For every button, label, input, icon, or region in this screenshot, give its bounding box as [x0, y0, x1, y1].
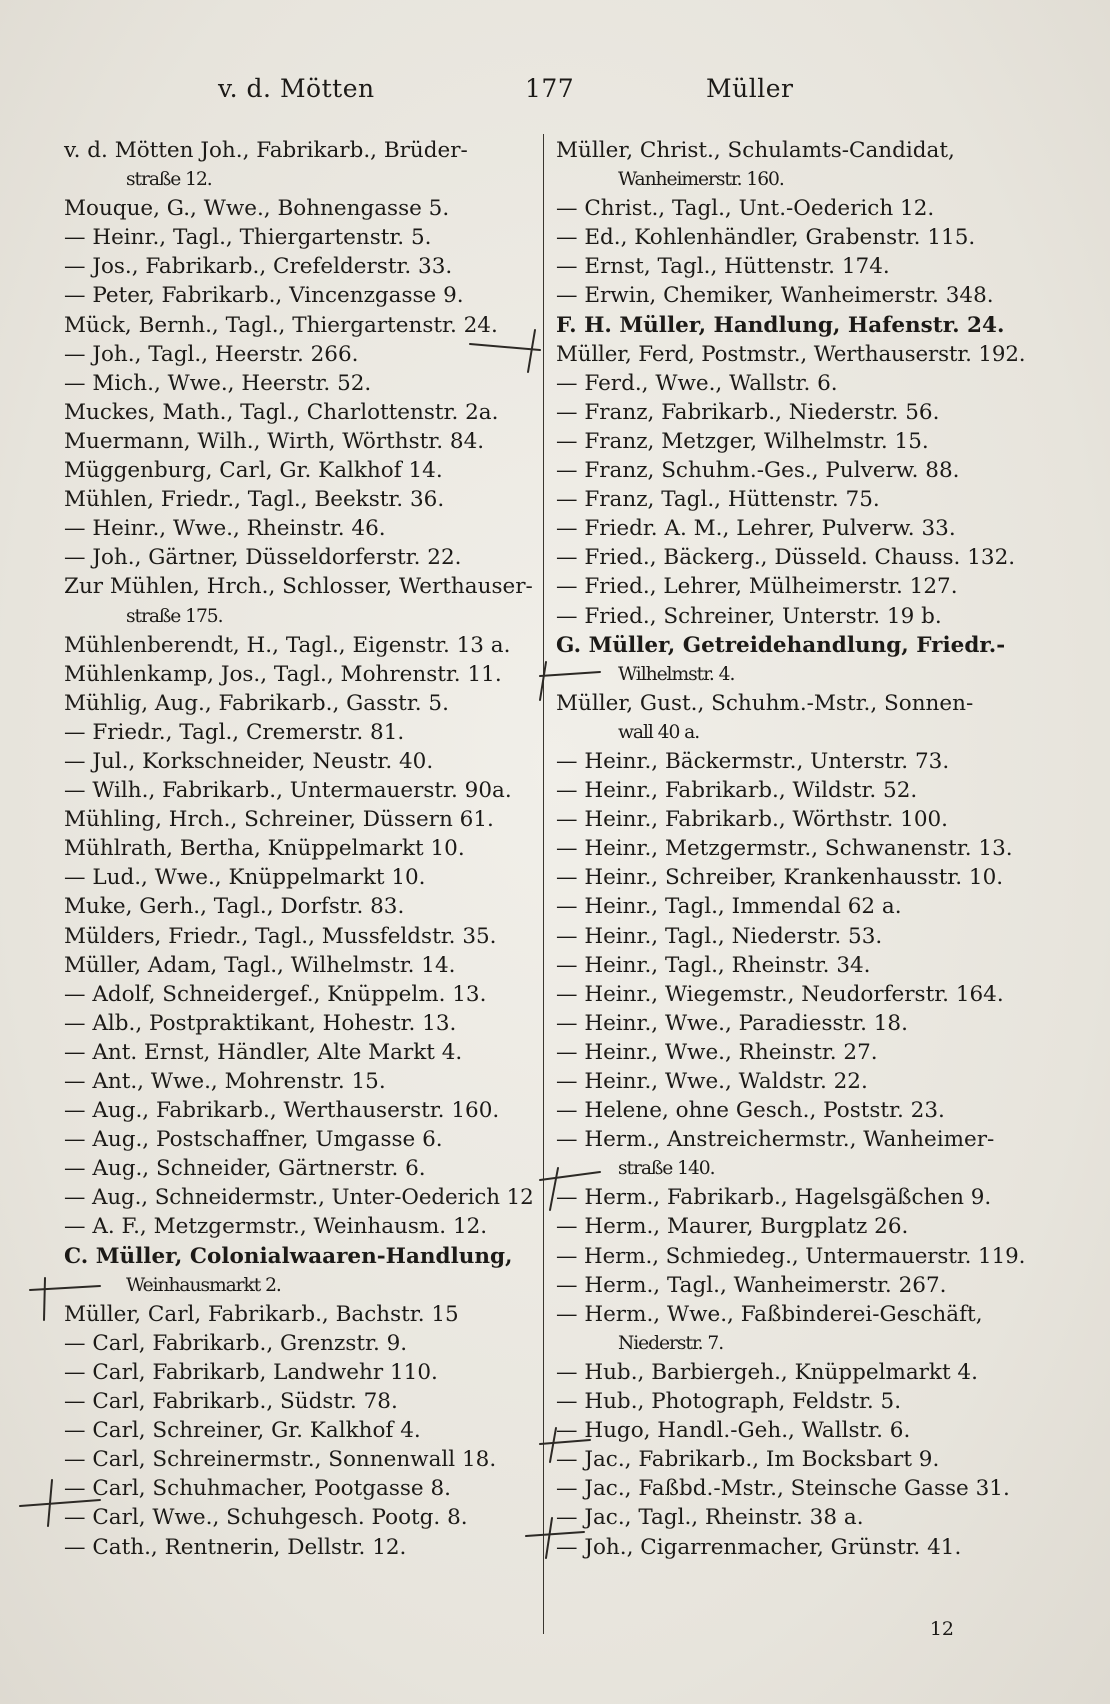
- directory-entry: — Heinr., Fabrikarb., Wörthstr. 100.: [556, 807, 949, 833]
- directory-entry: — Carl, Schuhmacher, Pootgasse 8.: [64, 1476, 451, 1502]
- pencil-mark-3b: [44, 1278, 45, 1320]
- pencil-mark-5: [20, 1500, 100, 1506]
- pencil-mark-2: [540, 672, 600, 676]
- directory-entry: Mühlrath, Bertha, Knüppelmarkt 10.: [64, 836, 465, 862]
- entry-continuation: straße 175.: [126, 605, 223, 627]
- entry-continuation: wall 40 a.: [618, 721, 700, 743]
- pencil-mark-4: [540, 1172, 600, 1180]
- entry-continuation: Wilhelmstr. 4.: [618, 663, 735, 685]
- directory-entry: — Herm., Fabrikarb., Hagelsgäßchen 9.: [556, 1185, 992, 1211]
- directory-entry: — Heinr., Wwe., Waldstr. 22.: [556, 1069, 868, 1094]
- directory-entry: — Aug., Schneider, Gärtnerstr. 6.: [64, 1156, 426, 1182]
- directory-entry: G. Müller, Getreidehandlung, Friedr.-: [556, 632, 1006, 658]
- directory-entry: — Carl, Fabrikarb., Grenzstr. 9.: [64, 1330, 408, 1356]
- pencil-mark-3: [30, 1286, 100, 1290]
- directory-entry: — Wilh., Fabrikarb., Untermauerstr. 90a.: [64, 778, 512, 804]
- directory-entry: — Friedr. A. M., Lehrer, Pulverw. 33.: [556, 516, 956, 542]
- directory-entry: — Heinr., Bäckermstr., Unterstr. 73.: [556, 748, 950, 774]
- pencil-mark-7: [526, 1532, 584, 1536]
- pencil-mark-4b: [550, 1168, 558, 1210]
- directory-entry: — Carl, Wwe., Schuhgesch. Pootg. 8.: [64, 1505, 468, 1531]
- directory-entry: — Heinr., Schreiber, Krankenhausstr. 10.: [556, 865, 1004, 891]
- directory-entry: — Heinr., Tagl., Immendal 62 a.: [556, 894, 902, 920]
- pencil-mark-1b: [528, 330, 535, 372]
- page-number: 177: [525, 74, 575, 103]
- directory-entry: — Herm., Wwe., Faßbinderei-Geschäft,: [556, 1301, 983, 1327]
- directory-entry: C. Müller, Colonialwaaren-Handlung,: [64, 1243, 513, 1269]
- directory-entry: — Franz, Schuhm.-Ges., Pulverw. 88.: [556, 458, 960, 484]
- directory-entry: — Herm., Tagl., Wanheimerstr. 267.: [556, 1272, 947, 1298]
- entry-continuation: straße 12.: [126, 169, 212, 191]
- directory-entry: — Heinr., Wiegemstr., Neudorferstr. 164.: [556, 981, 1004, 1007]
- directory-entry: Müggenburg, Carl, Gr. Kalkhof 14.: [64, 458, 443, 484]
- directory-entry: Mülders, Friedr., Tagl., Mussfeldstr. 35.: [64, 923, 497, 949]
- pencil-mark-6: [540, 1440, 590, 1444]
- directory-entry: — Joh., Cigarrenmacher, Grünstr. 41.: [556, 1534, 962, 1560]
- directory-entry: — Heinr., Tagl., Niederstr. 53.: [556, 923, 883, 949]
- directory-entry: Mühlenkamp, Jos., Tagl., Mohrenstr. 11.: [64, 661, 502, 687]
- directory-entry: — Joh., Tagl., Heerstr. 266.: [64, 341, 359, 367]
- directory-entry: — Jac., Fabrikarb., Im Bocksbart 9.: [556, 1447, 940, 1473]
- directory-entry: — Herm., Maurer, Burgplatz 26.: [556, 1214, 909, 1240]
- directory-entry: — Franz, Metzger, Wilhelmstr. 15.: [556, 428, 929, 454]
- directory-entry: — Adolf, Schneidergef., Knüppelm. 13.: [64, 981, 487, 1007]
- directory-entry: — Friedr., Tagl., Cremerstr. 81.: [64, 719, 405, 745]
- pencil-mark-6b: [550, 1428, 556, 1462]
- directory-entry: — Carl, Fabrikarb., Südstr. 78.: [64, 1389, 398, 1415]
- directory-entry: — Jac., Tagl., Rheinstr. 38 a.: [556, 1505, 864, 1531]
- pencil-mark-2b: [540, 662, 546, 700]
- directory-entry: — Franz, Fabrikarb., Niederstr. 56.: [556, 399, 940, 425]
- directory-entry: Müller, Ferd, Postmstr., Werthauserstr. 192.: [556, 341, 1026, 367]
- directory-entry: — Jul., Korkschneider, Neustr. 40.: [64, 748, 434, 774]
- directory-entry: — Heinr., Metzgermstr., Schwanenstr. 13.: [556, 836, 1013, 862]
- directory-entry: — Mich., Wwe., Heerstr. 52.: [64, 370, 372, 396]
- directory-entry: — Fried., Schreiner, Unterstr. 19 b.: [556, 603, 942, 629]
- directory-entry: — Ferd., Wwe., Wallstr. 6.: [556, 370, 838, 396]
- directory-entry: — Cath., Rentnerin, Dellstr. 12.: [64, 1534, 407, 1560]
- directory-entry: — Helene, ohne Gesch., Poststr. 23.: [556, 1098, 945, 1124]
- entry-continuation: Wanheimerstr. 160.: [618, 169, 784, 191]
- directory-entry: Mühlen, Friedr., Tagl., Beekstr. 36.: [64, 487, 445, 513]
- pencil-mark-1: [470, 344, 540, 350]
- directory-entry: — Aug., Schneidermstr., Unter-Oederich 12: [64, 1185, 534, 1211]
- directory-entry: — Franz, Tagl., Hüttenstr. 75.: [556, 487, 880, 513]
- directory-entry: — Herm., Schmiedeg., Untermauerstr. 119.: [556, 1243, 1026, 1269]
- directory-entry: — Ant., Wwe., Mohrenstr. 15.: [64, 1069, 386, 1094]
- directory-entry: Mühling, Hrch., Schreiner, Düssern 61.: [64, 807, 494, 833]
- directory-entry: — Aug., Postschaffner, Umgasse 6.: [64, 1127, 443, 1153]
- directory-entry: Muermann, Wilh., Wirth, Wörthstr. 84.: [64, 428, 485, 454]
- entry-continuation: Weinhausmarkt 2.: [126, 1274, 281, 1296]
- directory-entry: — Ant. Ernst, Händler, Alte Markt 4.: [64, 1039, 463, 1065]
- directory-entry: Mühlig, Aug., Fabrikarb., Gasstr. 5.: [64, 690, 449, 716]
- entry-continuation: straße 140.: [618, 1158, 715, 1180]
- header-right-running-title: Müller: [706, 74, 794, 103]
- directory-entry: — Alb., Postpraktikant, Hohestr. 13.: [64, 1010, 457, 1036]
- directory-entry: — Lud., Wwe., Knüppelmarkt 10.: [64, 865, 426, 891]
- directory-entry: — Heinr., Fabrikarb., Wildstr. 52.: [556, 778, 918, 804]
- pencil-mark-7b: [546, 1518, 552, 1558]
- directory-entry: — Jos., Fabrikarb., Crefelderstr. 33.: [64, 254, 453, 280]
- directory-entry: Muckes, Math., Tagl., Charlottenstr. 2a.: [64, 399, 499, 425]
- directory-entry: — Peter, Fabrikarb., Vincenzgasse 9.: [64, 283, 464, 309]
- directory-entry: — Herm., Anstreichermstr., Wanheimer-: [556, 1127, 995, 1153]
- directory-entry: — Erwin, Chemiker, Wanheimerstr. 348.: [556, 283, 994, 309]
- header-left-running-title: v. d. Mötten: [218, 74, 375, 103]
- directory-entry: — Christ., Tagl., Unt.-Oederich 12.: [556, 196, 935, 222]
- directory-entry: — Carl, Fabrikarb, Landwehr 110.: [64, 1359, 438, 1385]
- directory-entry: — A. F., Metzgermstr., Weinhausm. 12.: [64, 1214, 488, 1240]
- directory-entry: Müller, Carl, Fabrikarb., Bachstr. 15: [64, 1301, 459, 1327]
- directory-entry: — Aug., Fabrikarb., Werthauserstr. 160.: [64, 1098, 500, 1124]
- directory-entry: — Jac., Faßbd.-Mstr., Steinsche Gasse 31.: [556, 1476, 1010, 1502]
- signature-mark: 12: [929, 1618, 954, 1640]
- directory-entry: — Heinr., Wwe., Paradiesstr. 18.: [556, 1010, 908, 1036]
- directory-entry: Muke, Gerh., Tagl., Dorfstr. 83.: [64, 894, 405, 920]
- directory-entry: — Heinr., Tagl., Rheinstr. 34.: [556, 952, 871, 978]
- directory-entry: — Ed., Kohlenhändler, Grabenstr. 115.: [556, 225, 976, 251]
- directory-entry: v. d. Mötten Joh., Fabrikarb., Brüder-: [64, 138, 468, 163]
- entry-continuation: Niederstr. 7.: [618, 1332, 724, 1354]
- directory-entry: — Fried., Bäckerg., Düsseld. Chauss. 132.: [556, 545, 1016, 571]
- directory-entry: — Hub., Barbiergeh., Knüppelmarkt 4.: [556, 1359, 978, 1385]
- directory-entry: — Heinr., Tagl., Thiergartenstr. 5.: [64, 225, 432, 251]
- directory-entry: Mouque, G., Wwe., Bohnengasse 5.: [64, 196, 450, 222]
- directory-entry: Mühlenberendt, H., Tagl., Eigenstr. 13 a.: [64, 632, 511, 658]
- directory-entry: Müller, Adam, Tagl., Wilhelmstr. 14.: [64, 952, 456, 978]
- directory-entry: — Joh., Gärtner, Düsseldorferstr. 22.: [64, 545, 462, 571]
- directory-entry: Müller, Christ., Schulamts-Candidat,: [556, 138, 955, 163]
- directory-entry: — Hugo, Handl.-Geh., Wallstr. 6.: [556, 1418, 911, 1444]
- directory-entry: Müller, Gust., Schuhm.-Mstr., Sonnen-: [556, 690, 974, 716]
- directory-entry: — Carl, Schreiner, Gr. Kalkhof 4.: [64, 1418, 421, 1444]
- directory-entry: — Hub., Photograph, Feldstr. 5.: [556, 1389, 902, 1415]
- directory-entry: F. H. Müller, Handlung, Hafenstr. 24.: [556, 312, 1005, 338]
- directory-entry: — Carl, Schreinermstr., Sonnenwall 18.: [64, 1447, 497, 1473]
- directory-entry: — Ernst, Tagl., Hüttenstr. 174.: [556, 254, 890, 280]
- directory-entry: — Heinr., Wwe., Rheinstr. 46.: [64, 516, 386, 542]
- directory-entry: — Heinr., Wwe., Rheinstr. 27.: [556, 1039, 878, 1065]
- directory-entry: Zur Mühlen, Hrch., Schlosser, Werthauser-: [64, 574, 533, 600]
- directory-entry: Mück, Bernh., Tagl., Thiergartenstr. 24.: [64, 312, 498, 338]
- directory-entry: — Fried., Lehrer, Mülheimerstr. 127.: [556, 574, 958, 600]
